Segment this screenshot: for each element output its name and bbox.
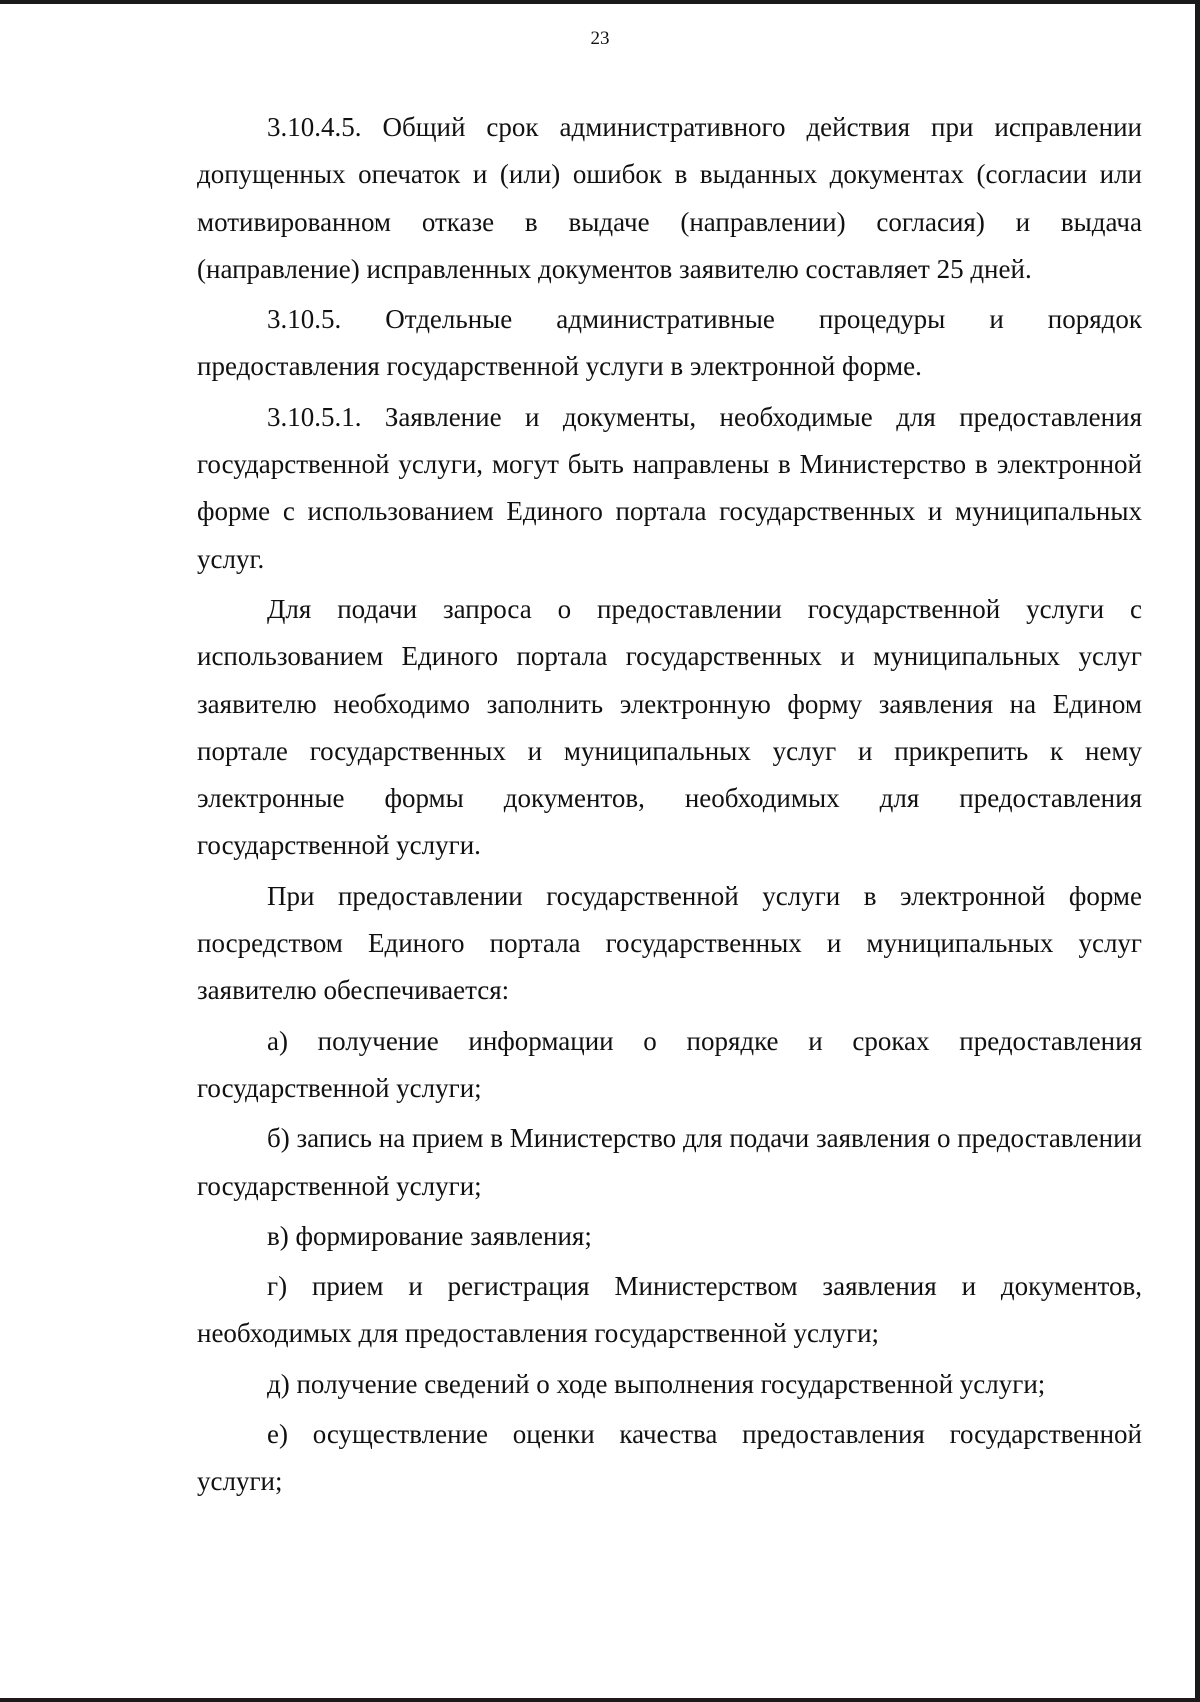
list-item-b: б) запись на прием в Министерство для подачи заявления о предоставлении государственной услуги; bbox=[197, 1123, 1142, 1201]
paragraph-3-10-5-1: 3.10.5.1. Заявление и документы, необходимые для предоставления государственной услуги, могут быть направлены в Министерство в электронной форме с использованием Единого портала государственных и муниципальных услуг. bbox=[197, 401, 1142, 574]
scan-border-top bbox=[0, 0, 1200, 4]
list-item-g: г) прием и регистрация Министерством заявления и документов, необходимых для предоставления государственной услуги; bbox=[197, 1271, 1142, 1349]
paragraph-request-submission: Для подачи запроса о предоставлении государственной услуги с использованием Единого портала государственных и муниципальных услуг заявителю необходимо заполнить электронную форму заявления на Едином портале государственных и муниципальных услуг и прикрепить к нему электронные формы документов, необходимых для предоставления государственной услуги. bbox=[197, 593, 1142, 861]
paragraph-3-10-4-5: 3.10.4.5. Общий срок административного действия при исправлении допущенных опечаток и (или) ошибок в выданных документах (согласии или мотивированном отказе в выдаче (направлении) согласия) и выдача (направление) исправленных документов заявителю составляет 25 дней. bbox=[197, 112, 1142, 284]
list-item-v: в) формирование заявления; bbox=[267, 1220, 592, 1251]
list-item-d: д) получение сведений о ходе выполнения государственной услуги; bbox=[267, 1368, 1046, 1399]
scan-border-bottom bbox=[0, 1698, 1200, 1702]
list-item-a: а) получение информации о порядке и сроках предоставления государственной услуги; bbox=[197, 1025, 1142, 1103]
document-body bbox=[197, 104, 1142, 1509]
paragraph-electronic-provision: При предоставлении государственной услуги в электронной форме посредством Единого портала государственных и муниципальных услуг заявителю обеспечивается: bbox=[197, 880, 1142, 1006]
paragraph-3-10-5: 3.10.5. Отдельные административные процедуры и порядок предоставления государственной услуги в электронной форме. bbox=[197, 304, 1142, 382]
list-item-e: е) осуществление оценки качества предоставления государственной услуги; bbox=[197, 1419, 1142, 1497]
page-number: 23 bbox=[590, 28, 610, 49]
scan-border-right bbox=[1195, 0, 1200, 1702]
